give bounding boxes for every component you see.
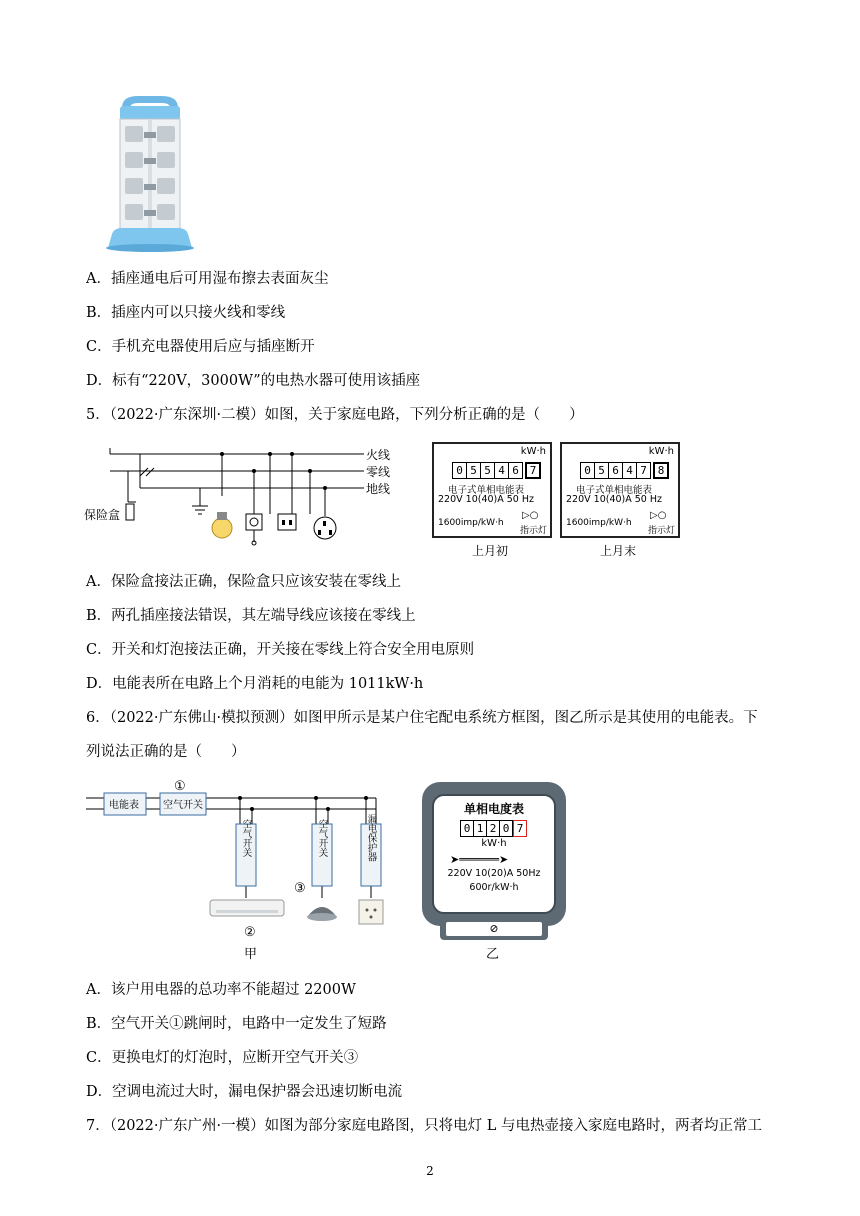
- meter-1-spec: 220V 10(40)A 50 Hz: [438, 494, 534, 505]
- q6-meter-digit: 1: [474, 820, 487, 837]
- q4-option-a: A．插座通电后可用湿布擦去表面灰尘: [86, 271, 329, 287]
- meter-base-slot-icon: ⊘: [446, 922, 542, 936]
- meter-1-digit: 0: [452, 462, 467, 479]
- q6-meter-digits: [460, 820, 527, 837]
- label-fuse-box: 保险盒: [84, 508, 121, 522]
- label-live-wire: 火线: [366, 448, 391, 462]
- label-main-switch: 空气开关: [163, 800, 203, 811]
- q5-option-c: C．开关和灯泡接法正确，开关接在零线上符合安全用电原则: [86, 642, 475, 658]
- meter-1-digit-last: 7: [525, 462, 541, 479]
- meter-1-digits: [452, 462, 541, 479]
- q6-option-b: B．空气开关①跳闸时，电路中一定发生了短路: [86, 1016, 387, 1032]
- q5-stem: 5．（2022·广东深圳·二模）如图，关于家庭电路，下列分析正确的是（ ）: [86, 407, 584, 423]
- q6-option-d: D．空调电流过大时，漏电保护器会迅速切断电流: [86, 1084, 403, 1100]
- meter-1-indicator-icon: ▷○: [522, 510, 539, 521]
- meter-1-digit: 6: [509, 462, 523, 479]
- meter-2-digit: 7: [637, 462, 651, 479]
- meter-1-imp: 1600imp/kW·h: [438, 518, 504, 528]
- q5-option-a: A．保险盒接法正确，保险盒只应该安装在零线上: [86, 574, 401, 590]
- q6-meter-device: [422, 782, 566, 926]
- q6-meter-digit: 0: [460, 820, 474, 837]
- q6-meter-digit: 2: [487, 820, 500, 837]
- q5-option-d: D．电能表所在电路上个月消耗的电能为 1011kW·h: [86, 676, 424, 692]
- meter-title: 单相电度表: [463, 802, 524, 816]
- q6-stem-line-1: 6．（2022·广东佛山·模拟预测）如图甲所示是某户住宅配电系统方框图，图乙所示是其使用的电能表。下: [86, 710, 758, 726]
- meter-1-digit: 5: [467, 462, 481, 479]
- q6-meter-spec: 220V 10(20)A 50Hz: [447, 868, 541, 879]
- label-circled-2: ②: [244, 925, 256, 940]
- q5-option-b: B．两孔插座接法错误，其左端导线应该接在零线上: [86, 608, 416, 624]
- q5-meter-2: [560, 442, 680, 538]
- meter-2-caption: 上月末: [600, 544, 637, 558]
- q6-meter-unit: kW·h: [481, 838, 507, 849]
- q5-meter-1: [432, 442, 552, 538]
- q4-option-d: D．标有“220V，3000W”的电热水器可使用该插座: [86, 373, 421, 389]
- meter-2-name: 电子式单相电能表: [576, 485, 653, 496]
- meter-2-digit: 0: [580, 462, 595, 479]
- q6-option-c: C．更换电灯的灯泡时，应断开空气开关③: [86, 1050, 359, 1066]
- meter-2-unit: kW·h: [648, 446, 674, 457]
- diagram-caption-jia: 甲: [244, 947, 258, 962]
- meter-2-indicator-icon: ▷○: [650, 510, 667, 521]
- meter-2-digit: 5: [595, 462, 609, 479]
- meter-1-unit: kW·h: [520, 446, 546, 457]
- q6-meter-base: [440, 918, 548, 940]
- meter-1-caption: 上月初: [472, 544, 509, 558]
- label-circled-1: ①: [174, 779, 186, 794]
- meter-1-name: 电子式单相电能表: [448, 485, 525, 496]
- meter-2-imp: 1600imp/kW·h: [566, 518, 632, 528]
- q6-meter-arrow-icon: ➤══════➤: [450, 853, 509, 866]
- q6-meter-digit-red: 7: [513, 820, 527, 837]
- meter-2-digits: [580, 462, 669, 479]
- meter-2-spec: 220V 10(40)A 50 Hz: [566, 494, 662, 505]
- meter-2-digit: 6: [609, 462, 623, 479]
- q6-meter-digit: 0: [500, 820, 513, 837]
- q6-option-a: A．该户用电器的总功率不能超过 2200W: [86, 982, 356, 998]
- q4-option-b: B．插座内可以只接火线和零线: [86, 305, 286, 321]
- q5-circuit-diagram: [80, 442, 400, 554]
- q6-distribution-diagram: [86, 776, 386, 962]
- meter-1-digit: 4: [495, 462, 509, 479]
- meter-caption-yi: 乙: [486, 947, 500, 962]
- q7-stem: 7．（2022·广东广州·一模）如图为部分家庭电路图，只将电灯 L 与电热壶接入家庭电路时，两者均正常工: [86, 1118, 762, 1134]
- q4-option-c: C．手机充电器使用后应与插座断开: [86, 339, 315, 355]
- meter-1-indicator-label: 指示灯: [520, 526, 548, 536]
- label-leak-protector: 漏电保护器: [365, 814, 377, 862]
- meter-2-digit: 4: [623, 462, 637, 479]
- label-meter-box: 电能表: [109, 800, 139, 811]
- meter-1-digit: 5: [481, 462, 495, 479]
- page-number: 2: [426, 1164, 434, 1178]
- q6-meter-rev: 600r/kW·h: [469, 882, 519, 893]
- label-switch-lamp: 空气开关: [316, 819, 328, 857]
- meter-2-indicator-label: 指示灯: [648, 526, 676, 536]
- label-ground-wire: 地线: [366, 482, 391, 496]
- power-strip-tower-image: [100, 94, 200, 252]
- label-neutral-wire: 零线: [366, 465, 391, 479]
- meter-2-digit-last: 8: [653, 462, 669, 479]
- label-circled-3: ③: [294, 881, 306, 896]
- q6-stem-line-2: 列说法正确的是（ ）: [86, 744, 246, 760]
- label-switch-ac: 空气开关: [240, 819, 252, 857]
